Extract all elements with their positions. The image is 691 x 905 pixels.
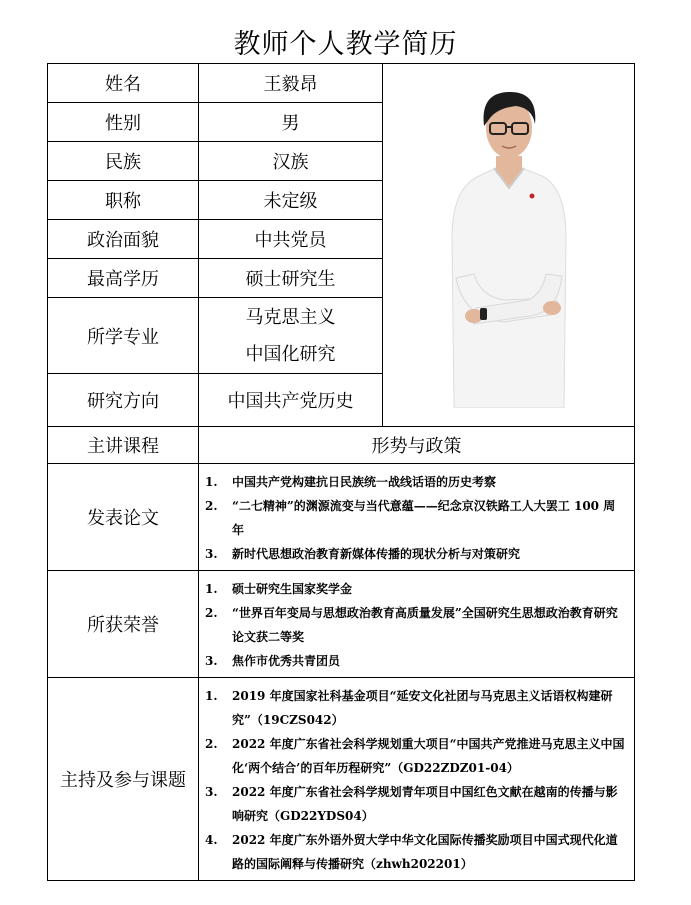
party-badge-icon	[529, 194, 534, 199]
projects-label: 主持及参与课题	[48, 678, 199, 881]
major-label: 所学专业	[48, 298, 199, 374]
list-item	[205, 828, 626, 876]
list-text: 2022 年度广东省社会科学规划重大项目“中国共产党推进马克思主义中国化‘两个结合’的百年历程研究”（GD22ZDZ01-04）	[232, 737, 625, 775]
list-number: 4.	[205, 833, 218, 847]
list-item	[205, 684, 626, 732]
honors-cell	[199, 571, 635, 678]
papers-cell	[199, 464, 635, 571]
research-value: 中国共产党历史	[199, 374, 383, 427]
list-item	[205, 649, 626, 673]
education-label: 最高学历	[48, 259, 199, 298]
major-value	[199, 298, 383, 374]
title-rank-value: 未定级	[199, 181, 383, 220]
list-number: 1.	[205, 582, 218, 596]
list-number: 2.	[205, 606, 218, 620]
list-text: “二七精神”的渊源流变与当代意蕴——纪念京汉铁路工人大罢工 100 周年	[232, 499, 616, 537]
major-line-1: 马克思主义	[245, 306, 336, 328]
table-row	[48, 464, 635, 571]
political-status-label: 政治面貌	[48, 220, 199, 259]
list-number: 3.	[205, 547, 218, 561]
list-item	[205, 732, 626, 780]
list-number: 3.	[205, 785, 218, 799]
list-text: 新时代思想政治教育新媒体传播的现状分析与对策研究	[232, 547, 521, 561]
list-item	[205, 577, 626, 601]
name-label: 姓名	[48, 64, 199, 103]
list-item	[205, 780, 626, 828]
teacher-photo	[434, 78, 584, 408]
table-row	[48, 571, 635, 678]
list-number: 1.	[205, 475, 218, 489]
table-row	[48, 678, 635, 881]
political-status-value: 中共党员	[199, 220, 383, 259]
papers-label: 发表论文	[48, 464, 199, 571]
list-number: 2.	[205, 499, 218, 513]
list-item	[205, 494, 626, 542]
education-value: 硕士研究生	[199, 259, 383, 298]
list-item	[205, 601, 626, 649]
course-label: 主讲课程	[48, 427, 199, 464]
gender-value: 男	[199, 103, 383, 142]
ethnicity-label: 民族	[48, 142, 199, 181]
photo-hand	[543, 301, 561, 315]
list-text: 2022 年度广东省社会科学规划青年项目中国红色文献在越南的传播与影响研究（GD22YDS04）	[232, 785, 618, 823]
ethnicity-value: 汉族	[199, 142, 383, 181]
table-row	[48, 64, 635, 103]
list-number: 3.	[205, 654, 218, 668]
list-item	[205, 542, 626, 566]
projects-list	[199, 678, 634, 880]
table-row	[48, 427, 635, 464]
projects-cell	[199, 678, 635, 881]
watch-icon	[480, 308, 487, 320]
papers-list	[199, 464, 634, 570]
honors-label: 所获荣誉	[48, 571, 199, 678]
list-text: 2019 年度国家社科基金项目“延安文化社团与马克思主义话语权构建研究”（19CZS042）	[232, 689, 613, 727]
page-title: 教师个人教学简历	[233, 29, 458, 60]
title-rank-label: 职称	[48, 181, 199, 220]
list-item	[205, 470, 626, 494]
resume-table	[47, 63, 635, 881]
course-value: 形势与政策	[199, 427, 635, 464]
list-number: 2.	[205, 737, 218, 751]
list-text: “世界百年变局与思想政治教育高质量发展”全国研究生思想政治教育研究论文获二等奖	[232, 606, 618, 644]
list-text: 中国共产党构建抗日民族统一战线话语的历史考察	[232, 475, 497, 489]
list-number: 1.	[205, 689, 218, 703]
honors-list	[199, 571, 634, 677]
research-label: 研究方向	[48, 374, 199, 427]
name-value: 王毅昂	[199, 64, 383, 103]
list-text: 硕士研究生国家奖学金	[232, 582, 353, 596]
list-text: 2022 年度广东外语外贸大学中华文化国际传播奖励项目中国式现代化道路的国际阐释与传播研究（zhwh202201）	[232, 833, 618, 871]
major-line-2: 中国化研究	[245, 343, 336, 365]
list-text: 焦作市优秀共青团员	[232, 654, 341, 668]
photo-cell	[383, 64, 635, 427]
gender-label: 性别	[48, 103, 199, 142]
